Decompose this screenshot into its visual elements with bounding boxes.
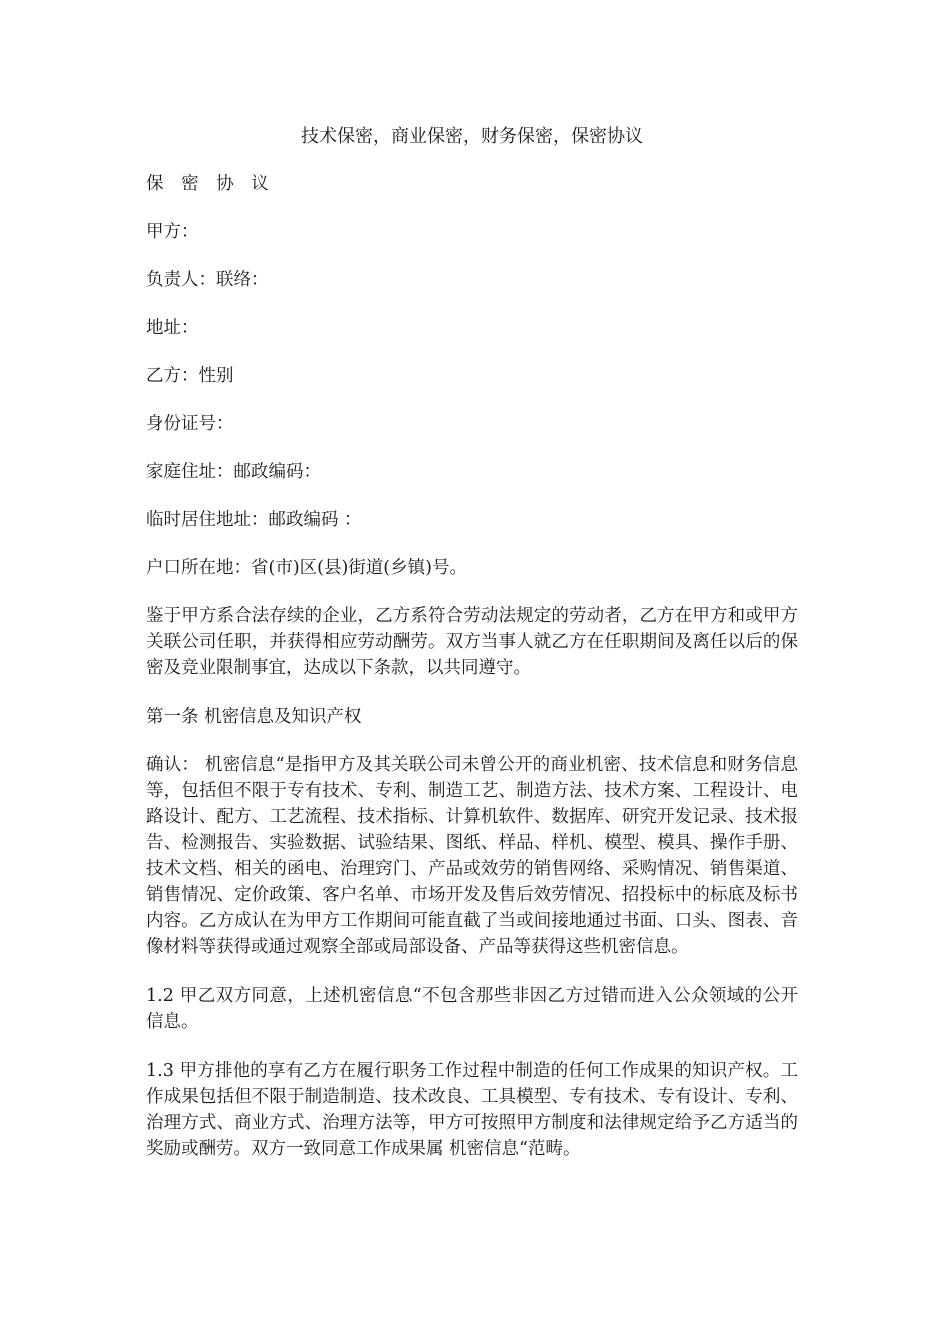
article-1-1-paragraph: 确认： 机密信息“是指甲方及其关联公司未曾公开的商业机密、技术信息和财务信息等，包括但不限于专有技术、专利、制造工艺、制造方法、技术方案、工程设计、电路设计、配方、工艺流程、技术指标、计算机软件、数据库、研究开发记录、技术报告、检测报告、实验数据、试验结果、图纸、样品、样机、模型、模具、操作手册、技术文档、相关的函电、治理窍门、产品或效劳的销售网络、采购情况、销售渠道、销售情况、定价政策、客户名单、市场开发及售后效劳情况、招投标中的标底及标书内容。乙方成认在为甲方工作期间可能直截了当或间接地通过书面、口头、图表、音像材料等获得或通过观察全部或局部设备、产品等获得这些机密信息。 [146,755,798,957]
party-b-field: 乙方：性别 [146,366,234,386]
document-content [146,123,798,1185]
agreement-heading: 保 密 协 议 [146,174,275,194]
home-address-field: 家庭住址：邮政编码： [146,462,321,482]
article-1-title: 第一条 机密信息及知识产权 [146,707,362,727]
id-number-field: 身份证号： [146,414,234,434]
document-title: 技术保密，商业保密，财务保密，保密协议 [301,126,643,147]
article-1-2-paragraph: 1.2 甲乙双方同意，上述机密信息“不包含那些非因乙方过错而进入公众领域的公开信息。 [146,986,798,1032]
responsible-person-field: 负责人：联络： [146,270,269,290]
article-1-3-paragraph: 1.3 甲方排他的享有乙方在履行职务工作过程中制造的任何工作成果的知识产权。工作成果包括但不限于制造制造、技术改良、工具模型、专有技术、专有设计、专利、治理方式、商业方式、治理方法等，甲方可按照甲方制度和法律规定给予乙方适当的奖励或酬劳。双方一致同意工作成果属 机密信息“范畴。 [146,1061,798,1159]
party-a-field: 甲方： [146,222,199,242]
address-field: 地址： [146,318,199,338]
household-registration-field: 户口所在地：省(市)区(县)街道(乡镇)号。 [146,558,467,578]
temporary-address-field: 临时居住地址：邮政编码 ： [146,510,362,530]
preamble-paragraph: 鉴于甲方系合法存续的企业，乙方系符合劳动法规定的劳动者，乙方在甲方和或甲方关联公司任职，并获得相应劳动酬劳。双方当事人就乙方在任职期间及离任以后的保密及竞业限制事宜，达成以下条款，以共同遵守。 [146,606,798,678]
